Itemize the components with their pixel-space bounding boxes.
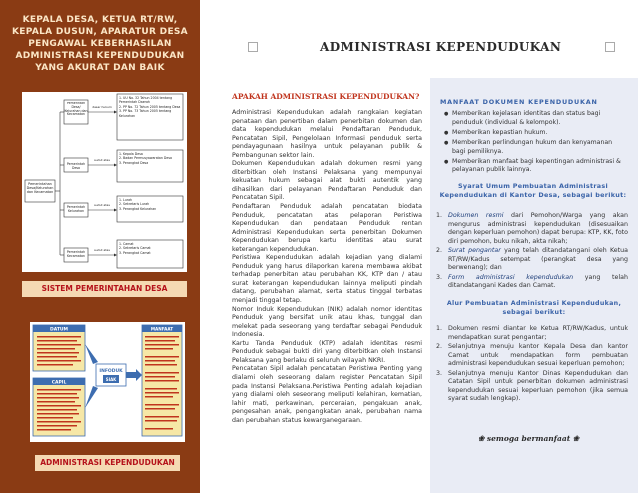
- requirements-heading: Syarat Umum Pembuatan Administrasi Kependudukan di Kantor Desa, sebagai berikut:: [439, 182, 627, 199]
- diagram1-row: [60, 94, 183, 140]
- diagram1-right-line: 2. PP No. 72 Tahun 2005 tentang Desa: [119, 104, 181, 109]
- requirement-item: [436, 274, 628, 291]
- diagram1-right-line: 2. Sekretaris Camat: [119, 246, 151, 251]
- diagram1-mid-box: Pemerintah Kelurahan: [66, 205, 86, 213]
- requirement-emphasis: Dokumen resmi: [448, 212, 504, 219]
- left-title-line: PENGAWAL KEBERHASILAN: [28, 39, 172, 49]
- diagram1-right-line: 3. Perangkat Desa: [119, 160, 149, 165]
- diagram1-row: [60, 240, 183, 268]
- diagram1-arrow-label: sudut atas: [94, 203, 110, 207]
- diagram1-right-box: [119, 152, 181, 165]
- diagram2-center-sub: SIAK: [105, 377, 117, 382]
- requirement-number: 1.: [436, 212, 443, 219]
- procedure-list: [436, 325, 628, 405]
- diagram1-right-line: 3. Perangkat Camat: [119, 250, 151, 255]
- left-title-line: KEPALA DUSUN, APARATUR DESA: [12, 27, 188, 37]
- diagram1-right-line: 1. UU No. 32 Tahun 2004 tentang Pemerintah Daerah: [119, 96, 173, 105]
- benefit-item: ● Memberikan kepastian hukum.: [440, 129, 624, 138]
- diagram2-left-bottom-label: CAPIL: [51, 380, 67, 386]
- procedure-number: 1.: [436, 325, 443, 332]
- diagram1-right-line: 2. Sekretaris Lurah: [119, 202, 150, 207]
- section-heading-what-is: APAKAH ADMINISTRASI KEPENDUDUKAN?: [232, 92, 420, 101]
- diagram1-right-line: 2. Badan Permusyawaratan Desa: [119, 156, 172, 161]
- left-title-line: ADMINISTRASI KEPENDUDUKAN: [15, 51, 185, 61]
- diagram1-right-box: [119, 198, 181, 211]
- diagram1-right-line: 3. Perangkat Kelurahan: [119, 206, 157, 211]
- definition-paragraph: Pendaftaran Penduduk adalah pencatatan biodata Penduduk, pencatatan atas pelaporan Peristiwa Kependudukan dan pendataan Penduduk rentan Administrasi Kependudukan serta penerbitan Dokumen Kependudukan berupa kartu identitas atau surat keterangan kependudukan.: [232, 203, 422, 253]
- definition-paragraph: Pencatatan Sipil adalah pencatatan Peristiwa Penting yang dialami oleh seseorang dalam register Pencatatan Sipil pada Instansi Pelaksana.Peristiwa Penting adalah kejadian yang dialami oleh seseorang meliputi kelahiran, kematian, lahir mati, perkawinan, perceraian, pengakuan anak, pengesahan anak, pengangkatan anak, perubahan nama dan perubahan status kewarganegaraan.: [232, 365, 422, 424]
- definition-paragraph: Nomor Induk Kependudukan (NIK) adalah nomor identitas Penduduk yang bersifat unik atau khas, tunggal dan melekat pada seseorang yang terdaftar sebagai Penduduk Indonesia.: [232, 305, 422, 339]
- benefits-heading: MANFAAT DOKUMEN KEPENDUDUKAN: [440, 98, 598, 106]
- diagram1-row: [60, 150, 183, 182]
- diagram2-arrow: [126, 369, 142, 381]
- benefit-item: ● Memberikan kejelasan identitas dan status bagi penduduk (individual & kelompok).: [440, 110, 624, 127]
- requirement-text: yang telah ditandatangani Kades dan Camat.: [448, 273, 628, 289]
- procedure-text: Selanjutnya menuju kantor Kepala Desa dan kantor Camat untuk mendapatkan form pembuatan administrasi kependudukan sesuai keperluan pemohon;: [448, 343, 628, 367]
- left-title-line: YANG AKURAT DAN BAIK: [35, 63, 165, 73]
- diagram1-left-box: Pemerintahan Desa/Kelurahan dan Kecamatan: [26, 182, 54, 194]
- square-bullet-icon: [605, 42, 615, 52]
- requirement-text: yang telah ditandatangani oleh Ketua RT/RW/Kadus setempat (perangkat desa yang berwenang); dan: [448, 247, 629, 271]
- population-admin-diagram: [30, 322, 185, 442]
- diagram1-mid-box: Pemerintah Desa: [66, 162, 86, 170]
- procedure-heading: Alur Pembuatan Administrasi Kependudukan, sebagai berikut:: [446, 300, 622, 316]
- diagram1-right-line: 3. PP No. 73 Tahun 2005 tentang Kelurahan: [119, 109, 172, 118]
- procedure-number: 3.: [436, 369, 443, 377]
- page-title: ADMINISTRASI KEPENDUDUKAN: [320, 40, 562, 54]
- diagram2-center-label: INFODUK: [99, 369, 123, 374]
- procedure-item: [436, 325, 628, 342]
- procedure-item: [436, 343, 628, 369]
- procedure-text: Dokumen resmi diantar ke Ketua RT/RW/Kadus, untuk mendapatkan surat pengantar;: [448, 325, 628, 341]
- requirements-list: [436, 212, 628, 292]
- diagram1-row: [60, 196, 183, 222]
- requirement-emphasis: Form administrasi kependudukan: [448, 273, 574, 281]
- left-title: [6, 14, 194, 74]
- definition-paragraph: Kartu Tanda Penduduk (KTP) adalah identitas resmi Penduduk sebagai bukti diri yang diterbitkan oleh Instansi Pelaksana yang berlaku di seluruh wilayah NKRI.: [232, 339, 422, 364]
- procedure-text: Selanjutnya menuju Kantor Dinas Kependudukan dan Catatan Sipil untuk penerbitan dokumen administrasi kependudukan sesuai keperluan pemohon (jika semua syarat sudah lengkap).: [448, 369, 628, 402]
- requirement-number: 3.: [436, 273, 443, 281]
- diagram1-right-box: [119, 96, 181, 118]
- diagram1-arrow-label: sudut atas: [94, 158, 110, 162]
- diagram2-arrow: [85, 344, 98, 364]
- diagram1-arrow-label: dasar hukum: [92, 105, 112, 109]
- procedure-number: 2.: [436, 343, 443, 350]
- diagram1-right-line: 1. Lurah: [119, 198, 133, 202]
- definition-paragraph: Peristiwa Kependudukan adalah kejadian yang dialami Penduduk yang harus dilaporkan karena membawa akibat terhadap penerbitan atau perubahan KK, KTP dan / atau surat keterangan kependudukan lainnya meliputi pindah datang, perubahan alamat, serta status tinggal terbatas menjadi tinggal tetap.: [232, 254, 422, 305]
- closing-motto: ❀ semoga bermanfaat ❀: [478, 434, 580, 443]
- diagram1-mid-box: Pemerintah Kecamatan: [66, 250, 86, 258]
- left-panel: [0, 0, 200, 493]
- benefit-item: ● Memberikan perlindungan hukum dan kenyamanan bagi pemiliknya.: [440, 139, 624, 156]
- benefits-list: [440, 110, 624, 177]
- caption-government-system: SISTEM PEMERINTAHAN DESA: [22, 281, 187, 297]
- requirement-number: 2.: [436, 247, 443, 254]
- definition-paragraph: Administrasi Kependudukan adalah rangkaian kegiatan penataan dan penertiban dalam penerbitan dokumen dan data kependudukan melalui Pendaftaran Penduduk, Pencatatan Sipil, Pengelolaan Informasi penduduk serta pendayagunaan hasilnya untuk pelayanan publik & Pembangunan sektor lain.: [232, 109, 422, 159]
- diagram1-mid-box: Pemerintah Desa/ Kelurahan dan Kecamatan: [64, 102, 88, 117]
- requirement-text: dari Pemohon/Warga yang akan mengurus administrasi kependudukan (disesuaikan dengan keperluan pemohon) dapat berupa: KTP, KK, foto diri pemohon, buku nikah, akta nikah;: [448, 212, 628, 245]
- government-system-diagram: [22, 92, 187, 272]
- caption-population-admin: ADMINISTRASI KEPENDUDUKAN: [35, 455, 180, 471]
- diagram1-right-line: 1. Kepala Desa: [119, 152, 143, 156]
- square-bullet-icon: [248, 42, 258, 52]
- requirement-item: [436, 247, 628, 273]
- diagram2-right-label: MANFAAT: [150, 326, 174, 332]
- diagram2-left-top-label: DATUM: [49, 327, 69, 333]
- definitions-text: [232, 109, 422, 481]
- left-title-line: KEPALA DESA, KETUA RT/RW,: [22, 15, 178, 25]
- diagram1-right-box: [119, 242, 181, 255]
- diagram1-right-line: 1. Camat: [119, 242, 134, 246]
- diagram1-arrow-label: sudut atas: [94, 248, 110, 252]
- diagram2-arrow: [85, 386, 98, 408]
- requirement-item: [436, 212, 628, 246]
- benefit-item: ● Memberikan manfaat bagi kepentingan administrasi & pelayanan publik lainnya.: [440, 158, 624, 175]
- requirement-emphasis: Surat pengantar: [448, 247, 501, 254]
- procedure-item: [436, 370, 628, 404]
- definition-paragraph: Dokumen Kependudukan adalah dokumen resmi yang diterbitkan oleh Instansi Pelaksana yang mempunyai kekuatan hukum sebagai alat bukti autentik yang dihasilkan dari pelayanan Pendaftaran Penduduk dan Pencatatan Sipil.: [232, 160, 422, 202]
